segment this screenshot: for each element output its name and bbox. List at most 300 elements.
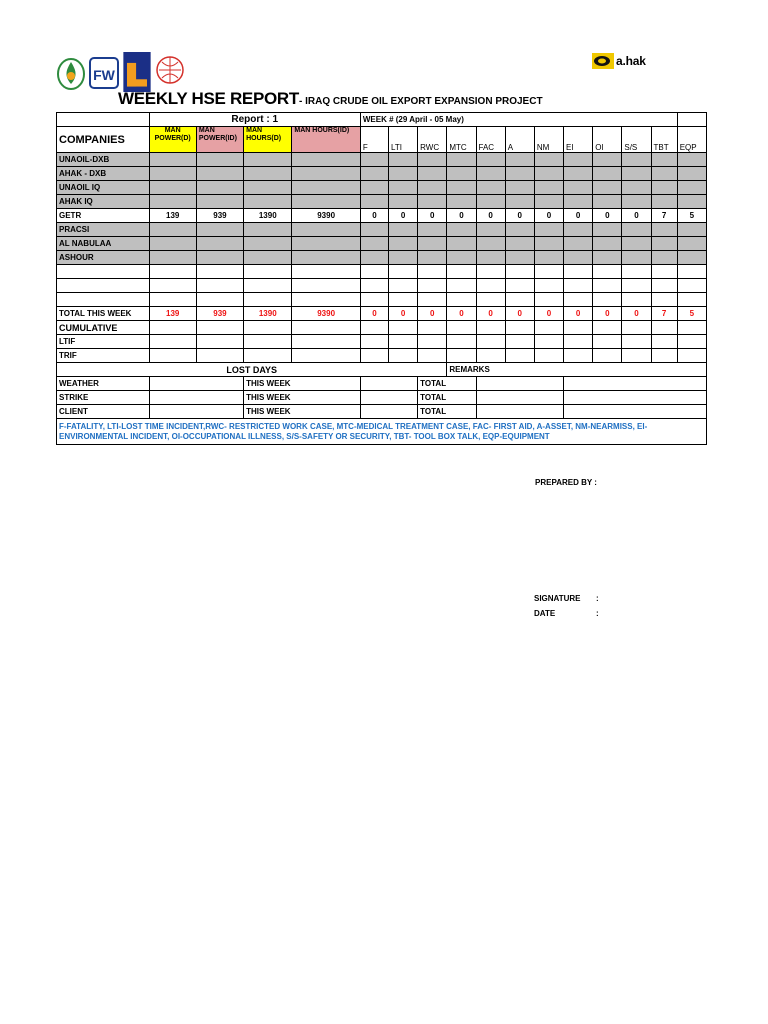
remarks-cell [564, 405, 707, 419]
blank-cell [534, 293, 563, 307]
lost-days-label: LOST DAYS [57, 363, 447, 377]
company-value [360, 237, 388, 251]
company-value [593, 167, 622, 181]
blank-cell [196, 265, 243, 279]
company-value [149, 153, 196, 167]
stat-header: A [505, 127, 534, 153]
blank-cell [292, 293, 360, 307]
stat-header: EQP [677, 127, 706, 153]
blank-cell [476, 279, 505, 293]
blank-cell [360, 293, 388, 307]
blank-cell [534, 335, 563, 349]
company-value [196, 167, 243, 181]
company-value [292, 251, 360, 265]
blank-cell [677, 279, 706, 293]
company-value [149, 167, 196, 181]
blank-cell [534, 279, 563, 293]
manhours-id-header: MAN HOURS(ID) [292, 127, 360, 153]
blank-cell [196, 349, 243, 363]
blank-cell [622, 349, 651, 363]
total-label: TOTAL [418, 377, 476, 391]
company-value [360, 181, 388, 195]
company-name: GETR [57, 209, 150, 223]
blank-cell [564, 279, 593, 293]
blank-cell [505, 321, 534, 335]
blank-cell [593, 321, 622, 335]
blank-cell [476, 349, 505, 363]
company-value [651, 181, 677, 195]
blank-cell [476, 265, 505, 279]
total-row [57, 307, 707, 321]
total-label: TOTAL THIS WEEK [57, 307, 150, 321]
ahak-logo [592, 53, 646, 69]
blank-cell [244, 279, 292, 293]
unaec-logo-icon [155, 52, 185, 92]
abbreviation-legend: F-FATALITY, LTI-LOST TIME INCIDENT,RWC- RESTRICTED WORK CASE, MTC-MEDICAL TREATMENT CASE, FAC- FIRST AID, A-ASSET, NM-NEARMISS, EI-ENVIRONMENTAL INCIDENT, OI-OCCUPATIONAL ILLNESS, S/S-SAFETY OR SECURITY, TBT- TOOL BOX TALK, EQP-EQUIPMENT [57, 419, 707, 445]
leighton-logo-icon [122, 52, 152, 92]
blank-cell [677, 335, 706, 349]
blank-cell [505, 293, 534, 307]
blank-cell [149, 279, 196, 293]
company-value [593, 153, 622, 167]
company-value: 0 [534, 209, 563, 223]
blank-cell [476, 321, 505, 335]
company-value [389, 251, 418, 265]
stat-header: EI [564, 127, 593, 153]
company-value [292, 195, 360, 209]
company-value [418, 181, 447, 195]
stat-header: S/S [622, 127, 651, 153]
company-value [447, 251, 476, 265]
company-value [418, 237, 447, 251]
blank-cell [447, 265, 476, 279]
blank-cell [418, 265, 447, 279]
company-value [564, 195, 593, 209]
this-week-label: THIS WEEK [244, 391, 361, 405]
svg-text:FW: FW [93, 67, 115, 83]
blank-cell [564, 349, 593, 363]
blank-cell [651, 279, 677, 293]
company-value [476, 167, 505, 181]
company-value [149, 251, 196, 265]
blank-cell [677, 349, 706, 363]
blank-cell [593, 279, 622, 293]
total-value: 939 [196, 307, 243, 321]
company-value [418, 153, 447, 167]
blank-cell [196, 321, 243, 335]
report-number: Report : 1 [149, 113, 360, 127]
total-value: 1390 [244, 307, 292, 321]
company-value [360, 251, 388, 265]
blank-cell [593, 335, 622, 349]
blank-cell [360, 349, 388, 363]
week-range: WEEK # (29 April - 05 May) [360, 113, 677, 127]
blank-cell [677, 265, 706, 279]
company-value: 0 [505, 209, 534, 223]
blank-cell [447, 321, 476, 335]
total-value: 9390 [292, 307, 360, 321]
blank-cell [57, 293, 150, 307]
blank-cell [593, 265, 622, 279]
company-value [244, 167, 292, 181]
company-value [447, 237, 476, 251]
blank-cell [389, 349, 418, 363]
cumulative-label: CUMULATIVE [57, 321, 150, 335]
company-value: 0 [418, 209, 447, 223]
company-value [244, 251, 292, 265]
company-value [244, 237, 292, 251]
blank-cell [505, 349, 534, 363]
stat-header: OI [593, 127, 622, 153]
total-value: 5 [677, 307, 706, 321]
blank-cell [564, 265, 593, 279]
company-value [476, 195, 505, 209]
company-value [292, 223, 360, 237]
blank-cell [244, 349, 292, 363]
blank-cell [651, 293, 677, 307]
lost-category: CLIENT [57, 405, 150, 419]
stat-header: LTI [389, 127, 418, 153]
company-value [360, 167, 388, 181]
blank-cell [534, 265, 563, 279]
ltif-label: LTIF [57, 335, 150, 349]
company-value [677, 181, 706, 195]
blank-row [57, 279, 707, 293]
manhours-d-header: MAN HOURS(D) [244, 127, 292, 153]
company-value [593, 223, 622, 237]
company-value [534, 153, 563, 167]
blank-cell [360, 321, 388, 335]
report-title-main: WEEKLY HSE REPORT [118, 89, 299, 108]
company-value [564, 251, 593, 265]
company-value [564, 153, 593, 167]
company-value [196, 181, 243, 195]
company-row [57, 251, 707, 265]
blank-cell [196, 335, 243, 349]
blank-cell [564, 335, 593, 349]
company-value [476, 153, 505, 167]
blank-cell [622, 335, 651, 349]
company-value [418, 251, 447, 265]
blank-cell [292, 279, 360, 293]
blank-cell [677, 113, 706, 127]
company-value [418, 167, 447, 181]
company-value [564, 237, 593, 251]
company-value [564, 223, 593, 237]
company-value [389, 237, 418, 251]
company-value [389, 195, 418, 209]
blank-cell [149, 321, 196, 335]
company-row [57, 209, 707, 223]
company-value [651, 153, 677, 167]
blank-cell [505, 335, 534, 349]
blank-row [57, 293, 707, 307]
company-value: 0 [389, 209, 418, 223]
company-value [677, 195, 706, 209]
company-row [57, 237, 707, 251]
blank-cell [292, 321, 360, 335]
company-value: 9390 [292, 209, 360, 223]
company-value [447, 195, 476, 209]
lost-category: WEATHER [57, 377, 150, 391]
company-value [593, 251, 622, 265]
trif-row [57, 349, 707, 363]
company-value [651, 195, 677, 209]
blank-cell [149, 335, 196, 349]
company-value [534, 181, 563, 195]
company-value [389, 167, 418, 181]
company-name: UNAOIL-DXB [57, 153, 150, 167]
company-row [57, 223, 707, 237]
company-value [196, 153, 243, 167]
blank-cell [593, 293, 622, 307]
total-value: 0 [389, 307, 418, 321]
blank-cell [651, 321, 677, 335]
company-value: 1390 [244, 209, 292, 223]
total-value: 0 [360, 307, 388, 321]
company-value [292, 153, 360, 167]
blank-cell [534, 321, 563, 335]
blank-cell [418, 293, 447, 307]
company-value [622, 237, 651, 251]
blank-cell [677, 293, 706, 307]
remarks-cell [564, 377, 707, 391]
blank-cell [292, 265, 360, 279]
blank-cell [389, 293, 418, 307]
date-label: DATE [534, 609, 556, 618]
company-value [505, 153, 534, 167]
company-value [677, 237, 706, 251]
blank-cell [57, 113, 150, 127]
company-value [593, 181, 622, 195]
company-value [622, 251, 651, 265]
company-value [505, 223, 534, 237]
total-value: 0 [593, 307, 622, 321]
partner-logos [56, 46, 185, 92]
blank-cell [149, 391, 244, 405]
company-value [593, 237, 622, 251]
company-value [476, 237, 505, 251]
company-value [505, 237, 534, 251]
blank-cell [360, 405, 417, 419]
company-value [196, 251, 243, 265]
blank-cell [360, 391, 417, 405]
company-value [505, 167, 534, 181]
unaoil-logo-icon [56, 52, 86, 92]
blank-cell [149, 405, 244, 419]
company-value [447, 153, 476, 167]
blank-cell [360, 279, 388, 293]
company-value [476, 251, 505, 265]
company-value [622, 223, 651, 237]
blank-cell [149, 265, 196, 279]
blank-cell [57, 279, 150, 293]
company-name: ASHOUR [57, 251, 150, 265]
blank-cell [564, 321, 593, 335]
total-label: TOTAL [418, 405, 476, 419]
company-value [505, 181, 534, 195]
signature-colon: : [596, 594, 599, 603]
company-value [505, 195, 534, 209]
column-header-row [57, 127, 707, 153]
company-value [534, 167, 563, 181]
company-value [292, 237, 360, 251]
company-value [622, 153, 651, 167]
company-value [389, 181, 418, 195]
blank-cell [149, 293, 196, 307]
blank-cell [196, 279, 243, 293]
company-value [677, 153, 706, 167]
blank-cell [389, 265, 418, 279]
company-value: 0 [622, 209, 651, 223]
company-value [389, 153, 418, 167]
stat-header: RWC [418, 127, 447, 153]
total-value: 0 [447, 307, 476, 321]
blank-cell [447, 335, 476, 349]
company-value [389, 223, 418, 237]
blank-cell [244, 293, 292, 307]
blank-cell [149, 377, 244, 391]
blank-cell [534, 349, 563, 363]
blank-cell [651, 335, 677, 349]
blank-cell [476, 377, 564, 391]
stat-header: MTC [447, 127, 476, 153]
company-value [292, 181, 360, 195]
blank-cell [292, 349, 360, 363]
blank-cell [505, 265, 534, 279]
blank-cell [476, 391, 564, 405]
company-value [292, 167, 360, 181]
company-value [447, 223, 476, 237]
blank-cell [418, 279, 447, 293]
lost-days-item-row [57, 405, 707, 419]
company-value [622, 167, 651, 181]
blank-cell [292, 335, 360, 349]
blank-cell [447, 349, 476, 363]
company-value [593, 195, 622, 209]
blank-cell [622, 265, 651, 279]
total-value: 7 [651, 307, 677, 321]
stat-header: F [360, 127, 388, 153]
blank-cell [505, 279, 534, 293]
blank-cell [651, 349, 677, 363]
company-value [149, 195, 196, 209]
blank-cell [57, 265, 150, 279]
blank-cell [244, 335, 292, 349]
trif-label: TRIF [57, 349, 150, 363]
stat-header: NM [534, 127, 563, 153]
blank-cell [389, 279, 418, 293]
lost-days-item-row [57, 377, 707, 391]
blank-cell [360, 265, 388, 279]
company-name: PRACSI [57, 223, 150, 237]
remarks-cell [564, 391, 707, 405]
company-value [651, 223, 677, 237]
company-value [196, 237, 243, 251]
company-value [360, 223, 388, 237]
ahak-logo-text: a.hak [616, 54, 646, 68]
company-value [534, 251, 563, 265]
company-value: 939 [196, 209, 243, 223]
company-value: 7 [651, 209, 677, 223]
blank-cell [447, 279, 476, 293]
report-title [118, 89, 543, 109]
blank-cell [564, 293, 593, 307]
company-row [57, 167, 707, 181]
company-value [196, 223, 243, 237]
blank-cell [677, 321, 706, 335]
total-value: 0 [476, 307, 505, 321]
total-value: 0 [622, 307, 651, 321]
company-value [622, 195, 651, 209]
company-value: 0 [360, 209, 388, 223]
hse-report-table [56, 112, 707, 445]
company-value [534, 223, 563, 237]
blank-cell [244, 321, 292, 335]
prepared-by-label: PREPARED BY : [535, 478, 597, 487]
company-value: 0 [476, 209, 505, 223]
company-value [651, 251, 677, 265]
company-name: AHAK IQ [57, 195, 150, 209]
blank-cell [418, 335, 447, 349]
company-value: 5 [677, 209, 706, 223]
total-value: 0 [564, 307, 593, 321]
company-value [677, 223, 706, 237]
company-value [476, 223, 505, 237]
blank-cell [196, 293, 243, 307]
date-line [534, 609, 599, 618]
this-week-label: THIS WEEK [244, 405, 361, 419]
company-value [360, 153, 388, 167]
blank-cell [622, 279, 651, 293]
blank-cell [476, 405, 564, 419]
blank-cell [622, 293, 651, 307]
company-value [244, 195, 292, 209]
company-value [677, 167, 706, 181]
blank-cell [149, 349, 196, 363]
company-row [57, 153, 707, 167]
company-value [534, 237, 563, 251]
blank-cell [447, 293, 476, 307]
company-value [534, 195, 563, 209]
blank-cell [418, 349, 447, 363]
company-value [564, 167, 593, 181]
blank-cell [244, 265, 292, 279]
blank-row [57, 265, 707, 279]
stat-header: FAC [476, 127, 505, 153]
total-value: 0 [418, 307, 447, 321]
blank-cell [418, 321, 447, 335]
company-value [360, 195, 388, 209]
company-value [149, 223, 196, 237]
blank-cell [476, 293, 505, 307]
company-value [418, 195, 447, 209]
company-value [149, 181, 196, 195]
manpower-id-header: MAN POWER(ID) [196, 127, 243, 153]
company-value [651, 237, 677, 251]
total-value: 139 [149, 307, 196, 321]
company-value [476, 181, 505, 195]
ahak-logo-icon [592, 53, 614, 69]
company-value [677, 251, 706, 265]
blank-cell [593, 349, 622, 363]
company-value [244, 153, 292, 167]
company-value [418, 223, 447, 237]
company-value: 0 [447, 209, 476, 223]
blank-cell [476, 335, 505, 349]
total-label: TOTAL [418, 391, 476, 405]
company-value: 0 [593, 209, 622, 223]
